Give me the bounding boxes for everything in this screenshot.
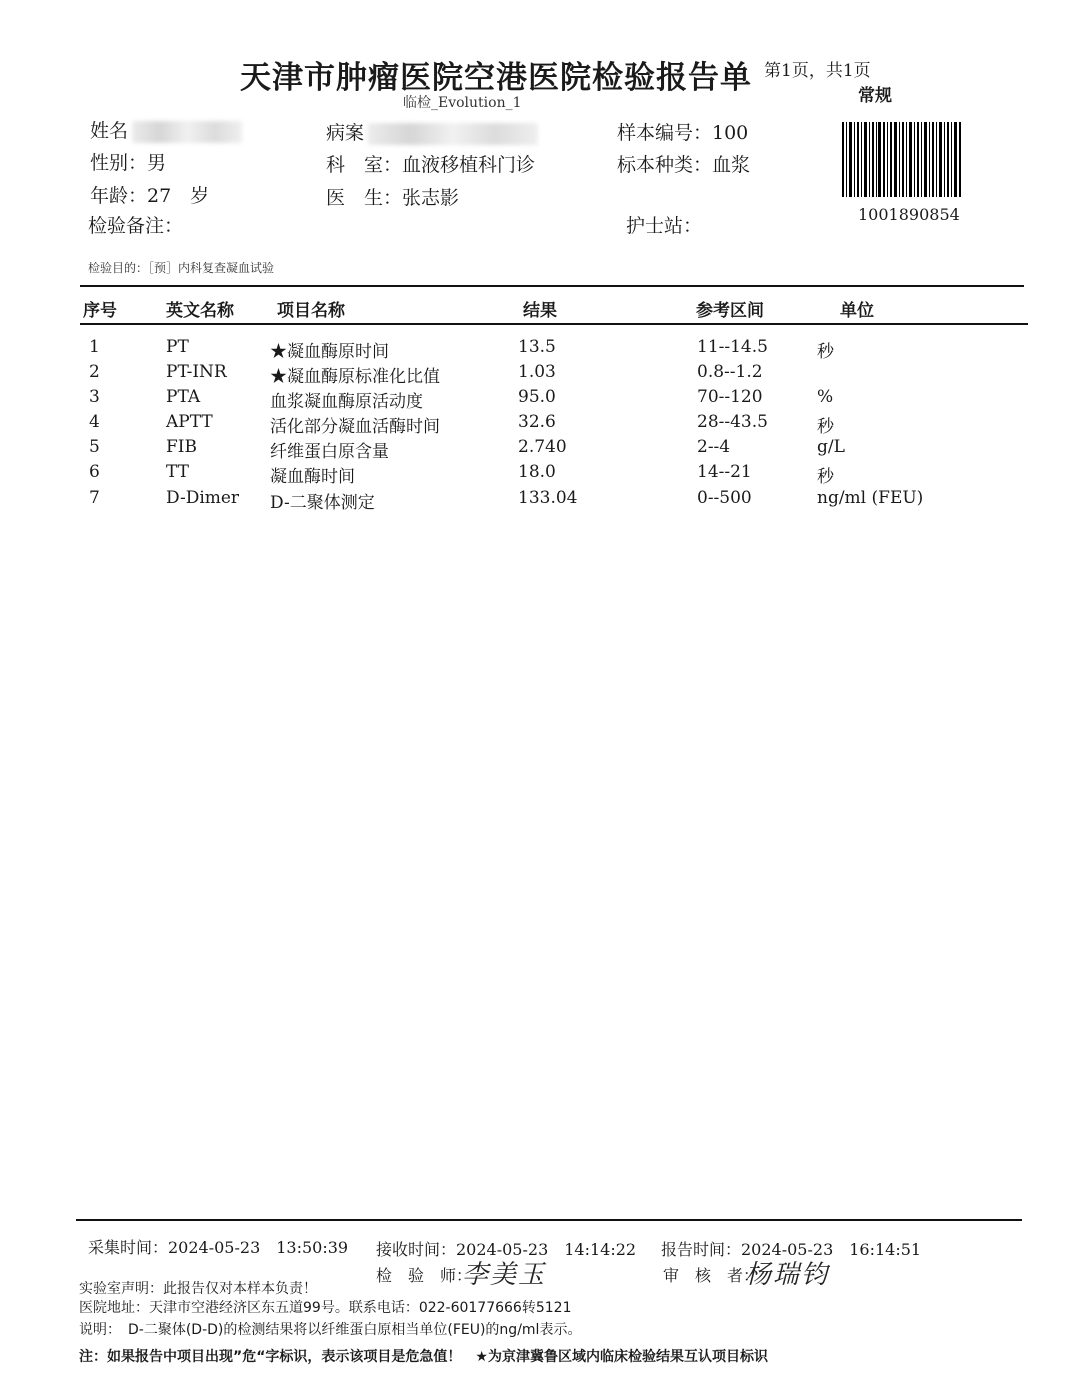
report-title: 天津市肿瘤医院空港医院检验报告单	[240, 60, 752, 96]
patient-case	[326, 118, 538, 145]
row-reference: 2--4	[697, 437, 731, 457]
page-info: 第1页，共1页	[764, 61, 871, 81]
table-row	[0, 437, 1088, 462]
redacted-case	[368, 123, 538, 145]
row-index: 4	[89, 412, 100, 432]
row-english: FIB	[166, 437, 198, 457]
case-label: 病案	[326, 122, 365, 144]
row-unit: ng/ml (FEU)	[817, 488, 924, 508]
table-row	[0, 362, 1088, 387]
lab-statement: 实验室声明：此报告仅对本样本负责！	[79, 1281, 317, 1297]
col-header-reference: 参考区间	[696, 301, 764, 321]
row-result: 2.740	[518, 437, 567, 457]
row-english: D-Dimer	[166, 488, 240, 508]
row-english: PT-INR	[166, 362, 227, 382]
row-item: ★凝血酶原标准化比值	[270, 367, 440, 387]
remark: 检验备注：	[88, 215, 184, 237]
department: 科 室：血液移植科门诊	[326, 154, 536, 176]
row-result: 18.0	[518, 462, 556, 482]
row-item: D-二聚体测定	[270, 493, 375, 513]
row-item: 血浆凝血酶原活动度	[270, 392, 423, 412]
reviewer-signature: 杨瑞钧	[745, 1260, 830, 1290]
row-index: 3	[89, 387, 100, 407]
row-item: 活化部分凝血活酶时间	[270, 417, 440, 437]
row-english: TT	[166, 462, 189, 482]
row-index: 2	[89, 362, 100, 382]
hospital-address: 医院地址：天津市空港经济区东五道99号。联系电话：022-60177666转5121	[79, 1300, 572, 1316]
receive-time: 接收时间：2024-05-23 14:14:22	[376, 1240, 637, 1259]
table-header-rule	[80, 323, 1028, 325]
name-label: 姓名	[90, 120, 129, 142]
row-item: 凝血酶时间	[270, 467, 355, 487]
patient-sex: 性别：男	[90, 152, 167, 174]
redacted-name	[132, 121, 242, 143]
row-english: APTT	[166, 412, 213, 432]
table-row	[0, 462, 1088, 487]
row-result: 13.5	[518, 337, 556, 357]
col-header-unit: 单位	[840, 301, 874, 321]
row-index: 7	[89, 488, 100, 508]
patient-age: 年龄：27 岁	[90, 185, 210, 207]
col-header-result: 结果	[523, 301, 557, 321]
col-header-english: 英文名称	[166, 301, 234, 321]
table-top-rule	[80, 285, 1024, 287]
row-english: PT	[166, 337, 189, 357]
row-english: PTA	[166, 387, 201, 407]
collect-time: 采集时间：2024-05-23 13:50:39	[88, 1238, 349, 1257]
row-reference: 28--43.5	[697, 412, 768, 432]
row-unit: 秒	[817, 342, 834, 362]
sample-number: 样本编号：100	[617, 122, 749, 144]
row-unit: 秒	[817, 467, 834, 487]
nurse-station: 护士站：	[626, 215, 703, 237]
explanation: 说明： D-二聚体(D-D)的检测结果将以纤维蛋白原相当单位(FEU)的ng/ml表示。	[79, 1322, 582, 1338]
routine-label: 常规	[858, 86, 892, 106]
row-result: 1.03	[518, 362, 556, 382]
table-row	[0, 337, 1088, 362]
barcode-number: 1001890854	[858, 205, 960, 224]
row-index: 6	[89, 462, 100, 482]
examiner-label: 检 验 师：	[376, 1266, 473, 1285]
footer-rule	[76, 1219, 1022, 1221]
doctor: 医 生：张志影	[326, 187, 460, 209]
row-index: 5	[89, 437, 100, 457]
row-item: ★凝血酶原时间	[270, 342, 389, 362]
row-reference: 0.8--1.2	[697, 362, 763, 382]
col-header-item: 项目名称	[277, 301, 345, 321]
critical-value-note: 注：如果报告中项目出现”危“字标识，表示该项目是危急值！ ★为京津冀鲁区域内临床检验结果互认项目标识	[79, 1349, 768, 1365]
examiner-signature: 李美玉	[462, 1260, 547, 1290]
row-reference: 14--21	[697, 462, 752, 482]
patient-name	[90, 116, 242, 143]
report-time: 报告时间：2024-05-23 16:14:51	[661, 1240, 922, 1259]
row-item: 纤维蛋白原含量	[270, 442, 389, 462]
table-row	[0, 412, 1088, 437]
table-row	[0, 488, 1088, 513]
instrument-subtitle: 临检_Evolution_1	[403, 95, 522, 111]
row-unit: 秒	[817, 417, 834, 437]
col-header-index: 序号	[83, 301, 117, 321]
table-row	[0, 387, 1088, 412]
row-result: 95.0	[518, 387, 556, 407]
row-index: 1	[89, 337, 100, 357]
test-purpose: 检验目的：［预］内科复查凝血试验	[88, 261, 275, 275]
reviewer-label: 审 核 者：	[663, 1266, 760, 1285]
row-reference: 0--500	[697, 488, 752, 508]
row-result: 32.6	[518, 412, 556, 432]
row-reference: 11--14.5	[697, 337, 768, 357]
row-unit: g/L	[817, 437, 845, 457]
row-reference: 70--120	[697, 387, 763, 407]
specimen-type: 标本种类：血浆	[617, 154, 751, 176]
row-result: 133.04	[518, 488, 578, 508]
barcode	[842, 122, 962, 197]
row-unit: %	[817, 387, 834, 407]
